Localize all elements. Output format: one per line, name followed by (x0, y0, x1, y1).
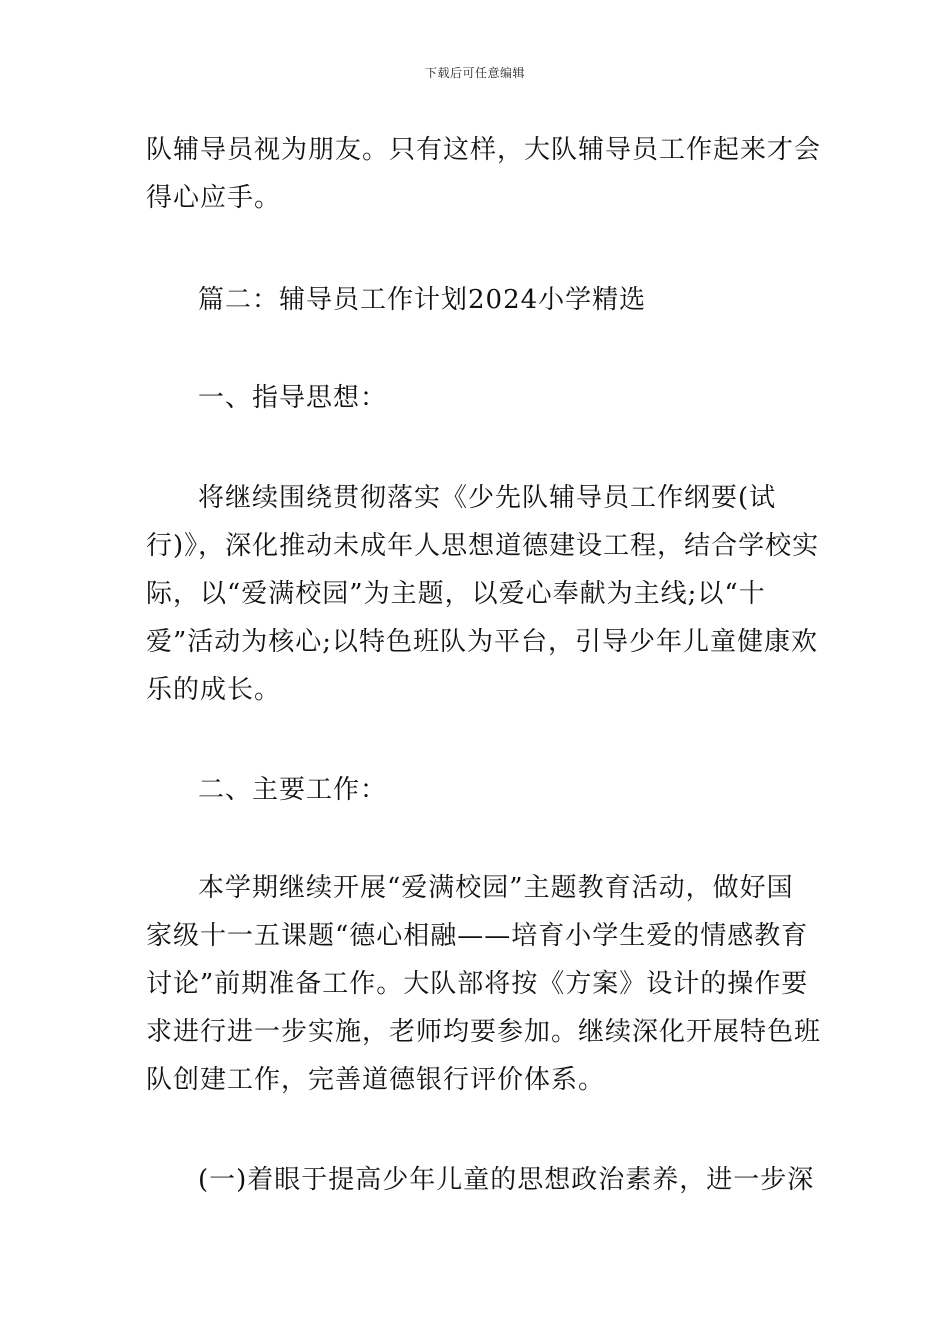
paragraph-line: 将继续围绕贯彻落实《少先队辅导员工作纲要(试 (198, 483, 777, 513)
page-header-note: 下载后可任意编辑 (424, 66, 525, 80)
heading-guiding-thought (146, 374, 810, 422)
paragraph-line: 家级十一五课题“德心相融——培育小学生爱的情感教育 (146, 921, 809, 951)
paragraph-line: 际，以“爱满校园”为主题，以爱心奉献为主线;以“十 (146, 579, 766, 609)
paragraph-line: 得心应手。 (146, 183, 282, 213)
heading-text: 二、主要工作： (198, 775, 388, 805)
paragraph-line: 爱”活动为核心;以特色班队为平台，引导少年儿童健康欢 (146, 627, 819, 657)
subheading-text: (一)着眼于提高少年儿童的思想政治素养，进一步深 (198, 1165, 815, 1195)
section-title (146, 276, 810, 324)
section-title-text: 篇二：辅导员工作计划2024小学精选 (198, 285, 647, 315)
paragraph-main-work (146, 864, 822, 1104)
paragraph-continued (146, 126, 822, 222)
heading-text: 一、指导思想： (198, 383, 388, 413)
paragraph-line: 讨论”前期准备工作。大队部将按《方案》设计的操作要 (146, 969, 809, 999)
paragraph-line: 行)》，深化推动未成年人思想道德建设工程，结合学校实 (146, 531, 820, 561)
heading-main-work (146, 766, 810, 814)
paragraph-line: 乐的成长。 (146, 675, 282, 705)
paragraph-guiding-thought (146, 474, 820, 714)
paragraph-line: 本学期继续开展“爱满校园”主题教育活动，做好国 (198, 873, 794, 903)
subheading-first (146, 1156, 815, 1204)
paragraph-line: 求进行进一步实施，老师均要参加。继续深化开展特色班 (146, 1017, 822, 1047)
paragraph-line: 队创建工作，完善道德银行评价体系。 (146, 1065, 606, 1095)
paragraph-line: 队辅导员视为朋友。只有这样，大队辅导员工作起来才会 (146, 135, 822, 165)
